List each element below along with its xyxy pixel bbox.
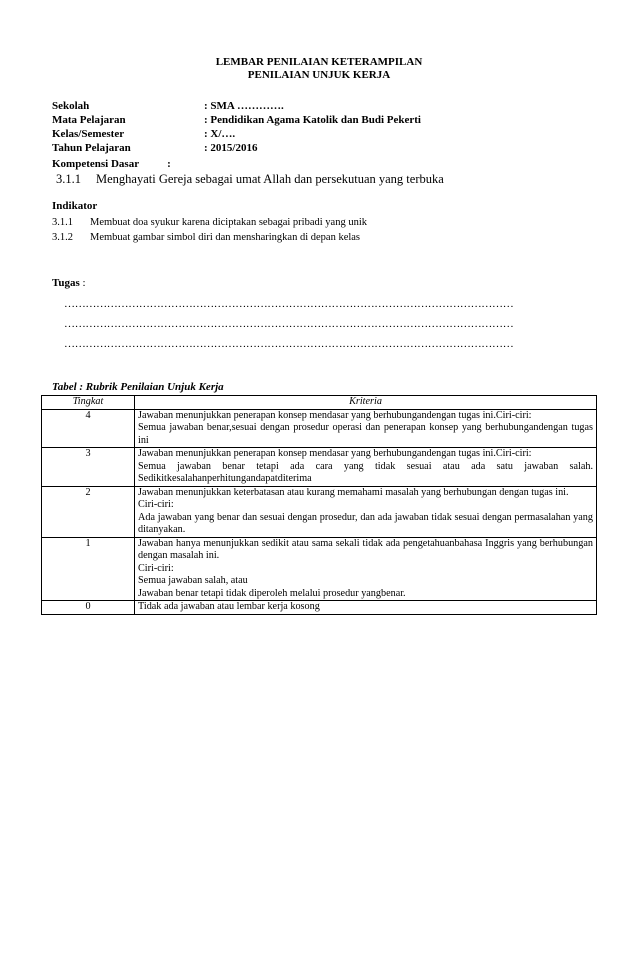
kompetensi-colon: : bbox=[167, 158, 171, 170]
tugas-heading bbox=[52, 277, 86, 289]
kompetensi-number: 3.1.1 bbox=[56, 172, 81, 186]
criteria-line: Jawaban hanya menunjukkan sedikit atau sama sekali tidak ada pengetahuanbahasa Inggris yang berhubungan dengan masalah ini. bbox=[138, 537, 593, 561]
level-cell: 1 bbox=[42, 537, 135, 601]
document-title bbox=[0, 56, 638, 82]
criteria-line: Tidak ada jawaban atau lembar kerja kosong bbox=[138, 601, 320, 612]
info-label: Tahun Pelajaran bbox=[52, 142, 131, 154]
info-value: : X/…. bbox=[204, 128, 236, 140]
kompetensi-label: Kompetensi Dasar bbox=[52, 158, 140, 170]
table-title: Tabel : Rubrik Penilaian Unjuk Kerja bbox=[52, 381, 224, 393]
table-row bbox=[42, 409, 597, 448]
header-kriteria: Kriteria bbox=[135, 396, 597, 410]
table-row bbox=[42, 486, 597, 537]
indikator-number: 3.1.2 bbox=[52, 232, 73, 243]
info-row-sekolah bbox=[52, 99, 421, 113]
criteria-line: Jawaban menunjukkan penerapan konsep mendasar yang berhubungandengan tugas ini.Ciri-ciri: bbox=[138, 409, 532, 421]
criteria-cell bbox=[135, 448, 597, 487]
level-cell: 3 bbox=[42, 448, 135, 487]
criteria-cell bbox=[135, 486, 597, 537]
info-row-tahun-pelajaran bbox=[52, 141, 421, 155]
table-row bbox=[42, 448, 597, 487]
identity-block bbox=[52, 99, 421, 155]
info-row-kelas-semester bbox=[52, 127, 421, 141]
table-row bbox=[42, 601, 597, 615]
indikator-item bbox=[52, 230, 367, 245]
info-value: : Pendidikan Agama Katolik dan Budi Pekerti bbox=[204, 114, 421, 126]
indikator-text: Membuat gambar simbol diri dan mensharingkan di depan kelas bbox=[90, 232, 361, 243]
title-line-1: LEMBAR PENILAIAN KETERAMPILAN bbox=[215, 56, 423, 68]
info-label: Kelas/Semester bbox=[52, 128, 125, 140]
criteria-cell bbox=[135, 537, 597, 601]
level-cell: 2 bbox=[42, 486, 135, 537]
criteria-line: Semua jawaban salah, atau bbox=[138, 575, 248, 586]
level-cell: 4 bbox=[42, 409, 135, 448]
criteria-line: Jawaban menunjukkan penerapan konsep mendasar yang berhubungandengan tugas ini.Ciri-ciri: bbox=[138, 448, 532, 459]
header-tingkat: Tingkat bbox=[42, 396, 135, 410]
info-label: Sekolah bbox=[52, 100, 90, 112]
info-value: : 2015/2016 bbox=[204, 142, 258, 154]
criteria-cell bbox=[135, 409, 597, 448]
level-cell: 0 bbox=[42, 601, 135, 615]
tugas-answer-line: ……………………………………………………………………………………………………………… bbox=[64, 318, 514, 330]
criteria-line: Semua jawaban benar,sesuai dengan prosedur operasi dan penerapan konsep yang berhubungandengan tugas ini bbox=[138, 422, 593, 446]
table-header-row bbox=[42, 396, 597, 410]
criteria-line: Semua jawaban benar tetapi ada cara yang tidak sesuai atau ada satu jawaban salah. Sedikitkesalahanperhitungandapatditerima bbox=[138, 460, 593, 484]
indikator-item bbox=[52, 215, 367, 230]
tugas-answer-line: ……………………………………………………………………………………………………………… bbox=[64, 298, 514, 310]
criteria-line: Ciri-ciri: bbox=[138, 499, 174, 510]
criteria-line: Jawaban benar tetapi tidak diperoleh melalui prosedur yangbenar. bbox=[138, 587, 406, 599]
criteria-cell bbox=[135, 601, 597, 615]
kompetensi-item bbox=[56, 172, 444, 187]
kompetensi-text: Menghayati Gereja sebagai umat Allah dan persekutuan yang terbuka bbox=[96, 172, 444, 186]
indikator-number: 3.1.1 bbox=[52, 217, 73, 228]
indikator-list bbox=[52, 215, 367, 245]
tugas-label: Tugas bbox=[52, 277, 80, 289]
indikator-text: Membuat doa syukur karena diciptakan sebagai pribadi yang unik bbox=[90, 217, 367, 228]
tugas-colon: : bbox=[79, 277, 86, 289]
criteria-line: Ada jawaban yang benar dan sesuai dengan prosedur, dan ada jawaban tidak sesuai dengan permasalahan yang ditanyakan. bbox=[138, 511, 593, 535]
info-label: Mata Pelajaran bbox=[52, 114, 126, 126]
table-row bbox=[42, 537, 597, 601]
rubric-table bbox=[41, 395, 597, 615]
criteria-line: Ciri-ciri: bbox=[138, 562, 174, 574]
criteria-line: Jawaban menunjukkan keterbatasan atau kurang memahami masalah yang berhubungan dengan tugas ini. bbox=[138, 486, 569, 498]
info-row-mata-pelajaran bbox=[52, 113, 421, 127]
kompetensi-dasar-heading bbox=[52, 158, 171, 170]
indikator-heading: Indikator bbox=[52, 200, 98, 212]
info-value: : SMA …………. bbox=[204, 100, 284, 112]
tugas-answer-line: ……………………………………………………………………………………………………………… bbox=[64, 338, 514, 350]
title-line-2: PENILAIAN UNJUK KERJA bbox=[247, 69, 391, 81]
